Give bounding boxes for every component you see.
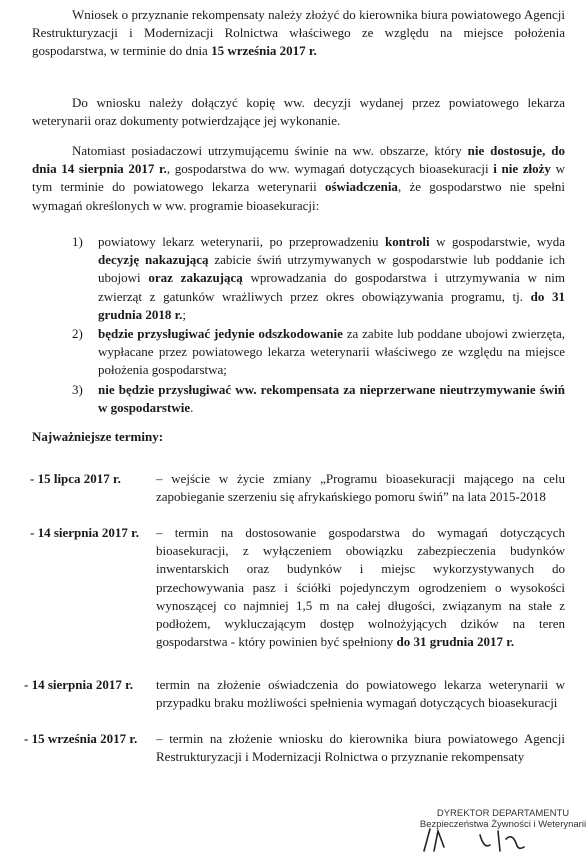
list-text: . xyxy=(190,399,194,415)
signature-department: Bezpieczeństwa Żywności i Weterynarii xyxy=(419,819,587,830)
term-text: – termin na dostosowanie gospodarstwa do wymagań dotyczących bioasekuracji, z wyłączeniem obowiązku zabezpieczenia budynków inwentarskich oraz budynków i miejsc wykorzystywanych do przechowywania pasz i ściółki pojedynczym ogrodzeniem o wysokości wynoszącej co najmniej 1,5 m na całej długości, związanym na stałe z podłożem, wykluczającym dostęp wolnożyjących dzików na teren gospodarstwa - który powinien być spełniony xyxy=(156,525,565,650)
paragraph-application-deadline xyxy=(32,6,565,61)
list-text: ; xyxy=(182,306,187,322)
paragraph-text: Do wniosku należy dołączyć kopię ww. decyzji wydanej przez powiatowego lekarza weterynarii oraz dokumenty potwierdzające jej wykonanie. xyxy=(32,95,565,129)
paragraph-text: , że gospodarstwo nie spełni wymagań określonych w ww. programie bioasekuracji: xyxy=(32,179,565,213)
term-entry xyxy=(30,524,565,651)
paragraph-bold: oświadczenia xyxy=(324,179,398,195)
term-date: - 14 sierpnia 2017 r. xyxy=(30,525,139,540)
list-number: 2) xyxy=(72,326,83,342)
paragraph-text: w tym terminie do powiatowego lekarza weterynarii xyxy=(32,161,565,195)
list-item xyxy=(72,325,565,380)
list-bold: decyzję nakazującą xyxy=(98,252,209,268)
list-bold: będzie przysługiwać jedynie odszkodowanie xyxy=(98,326,343,342)
paragraph-noncompliance xyxy=(32,142,565,215)
term-description: – termin na złożenie wniosku do kierownika biura powiatowego Agencji Restrukturyzacji i Modernizacji Rolnictwa o przyznanie rekompensaty xyxy=(156,731,565,765)
term-entry xyxy=(24,730,565,766)
paragraph-text: Wniosek o przyznanie rekompensaty należy złożyć do kierownika biura powiatowego Agencji Restrukturyzacji i Modernizacji Rolnictwa właściwego ze względu na miejsce położenia gospodarstwa, w terminie do dnia xyxy=(32,7,565,59)
list-text: zabicie świń utrzymywanych w gospodarstwie lub poddanie ich ubojowi xyxy=(98,252,566,286)
list-text: powiatowy lekarz weterynarii, po przeprowadzeniu xyxy=(98,234,386,249)
paragraph-attachments xyxy=(32,94,565,130)
term-entry xyxy=(30,470,565,506)
term-date: - 15 września 2017 r. xyxy=(24,731,138,746)
list-number: 1) xyxy=(72,234,83,249)
list-item xyxy=(72,233,565,324)
list-text: w gospodarstwie, wyda xyxy=(429,234,565,249)
list-item xyxy=(72,381,565,417)
term-bold-date: do 31 grudnia 2017 r. xyxy=(396,634,515,650)
list-bold: kontroli xyxy=(385,234,430,249)
list-number: 3) xyxy=(72,381,83,397)
paragraph-bold: nie dostosuje, do dnia 14 sierpnia 2017 r. xyxy=(32,143,565,177)
paragraph-text: , gospodarstwa do ww. wymagań dotyczących bioasekuracji xyxy=(166,161,494,177)
signature-title: DYREKTOR DEPARTAMENTU xyxy=(436,808,570,819)
term-description: termin na złożenie oświadczenia do powiatowego lekarza weterynarii w przypadku braku możliwości spełnienia wymagań dotyczących bioasekuracji xyxy=(156,677,565,711)
term-date: - 15 lipca 2017 r. xyxy=(30,471,121,486)
term-date: - 14 sierpnia 2017 r. xyxy=(24,677,133,692)
list-text: za zabite lub poddane ubojowi zwierzęta, wypłacane przez powiatowego lekarza weterynarii właściwego ze względu na miejsce położenia gospodarstwa; xyxy=(98,326,565,378)
term-description: – wejście w życie zmiany „Programu bioasekuracji mającego na celu zapobieganie szerzeniu się afrykańskiego pomoru świń” na lata 2015-2018 xyxy=(156,471,565,505)
handwritten-signature xyxy=(420,825,540,853)
list-text: wprowadzania do gospodarstwa i utrzymywania w nim zwierząt z gatunków wrażliwych przez okres obowiązywania programu, tj. xyxy=(98,270,565,304)
list-bold: do 31 grudnia 2018 r. xyxy=(98,288,565,322)
paragraph-bold: i nie złoży xyxy=(493,161,551,177)
consequences-list xyxy=(72,233,565,418)
list-bold: oraz zakazującą xyxy=(148,270,243,286)
paragraph-bold-date: 15 września 2017 r. xyxy=(211,43,317,59)
paragraph-text: Natomiast posiadaczowi utrzymującemu świnie na ww. obszarze, który xyxy=(72,143,468,158)
terms-heading: Najważniejsze terminy: xyxy=(32,429,164,444)
term-description xyxy=(156,524,565,651)
list-bold: nie będzie przysługiwać ww. rekompensata za nieprzerwane nieutrzymywanie świń w gospodarstwie xyxy=(98,381,565,415)
term-entry xyxy=(24,676,565,712)
